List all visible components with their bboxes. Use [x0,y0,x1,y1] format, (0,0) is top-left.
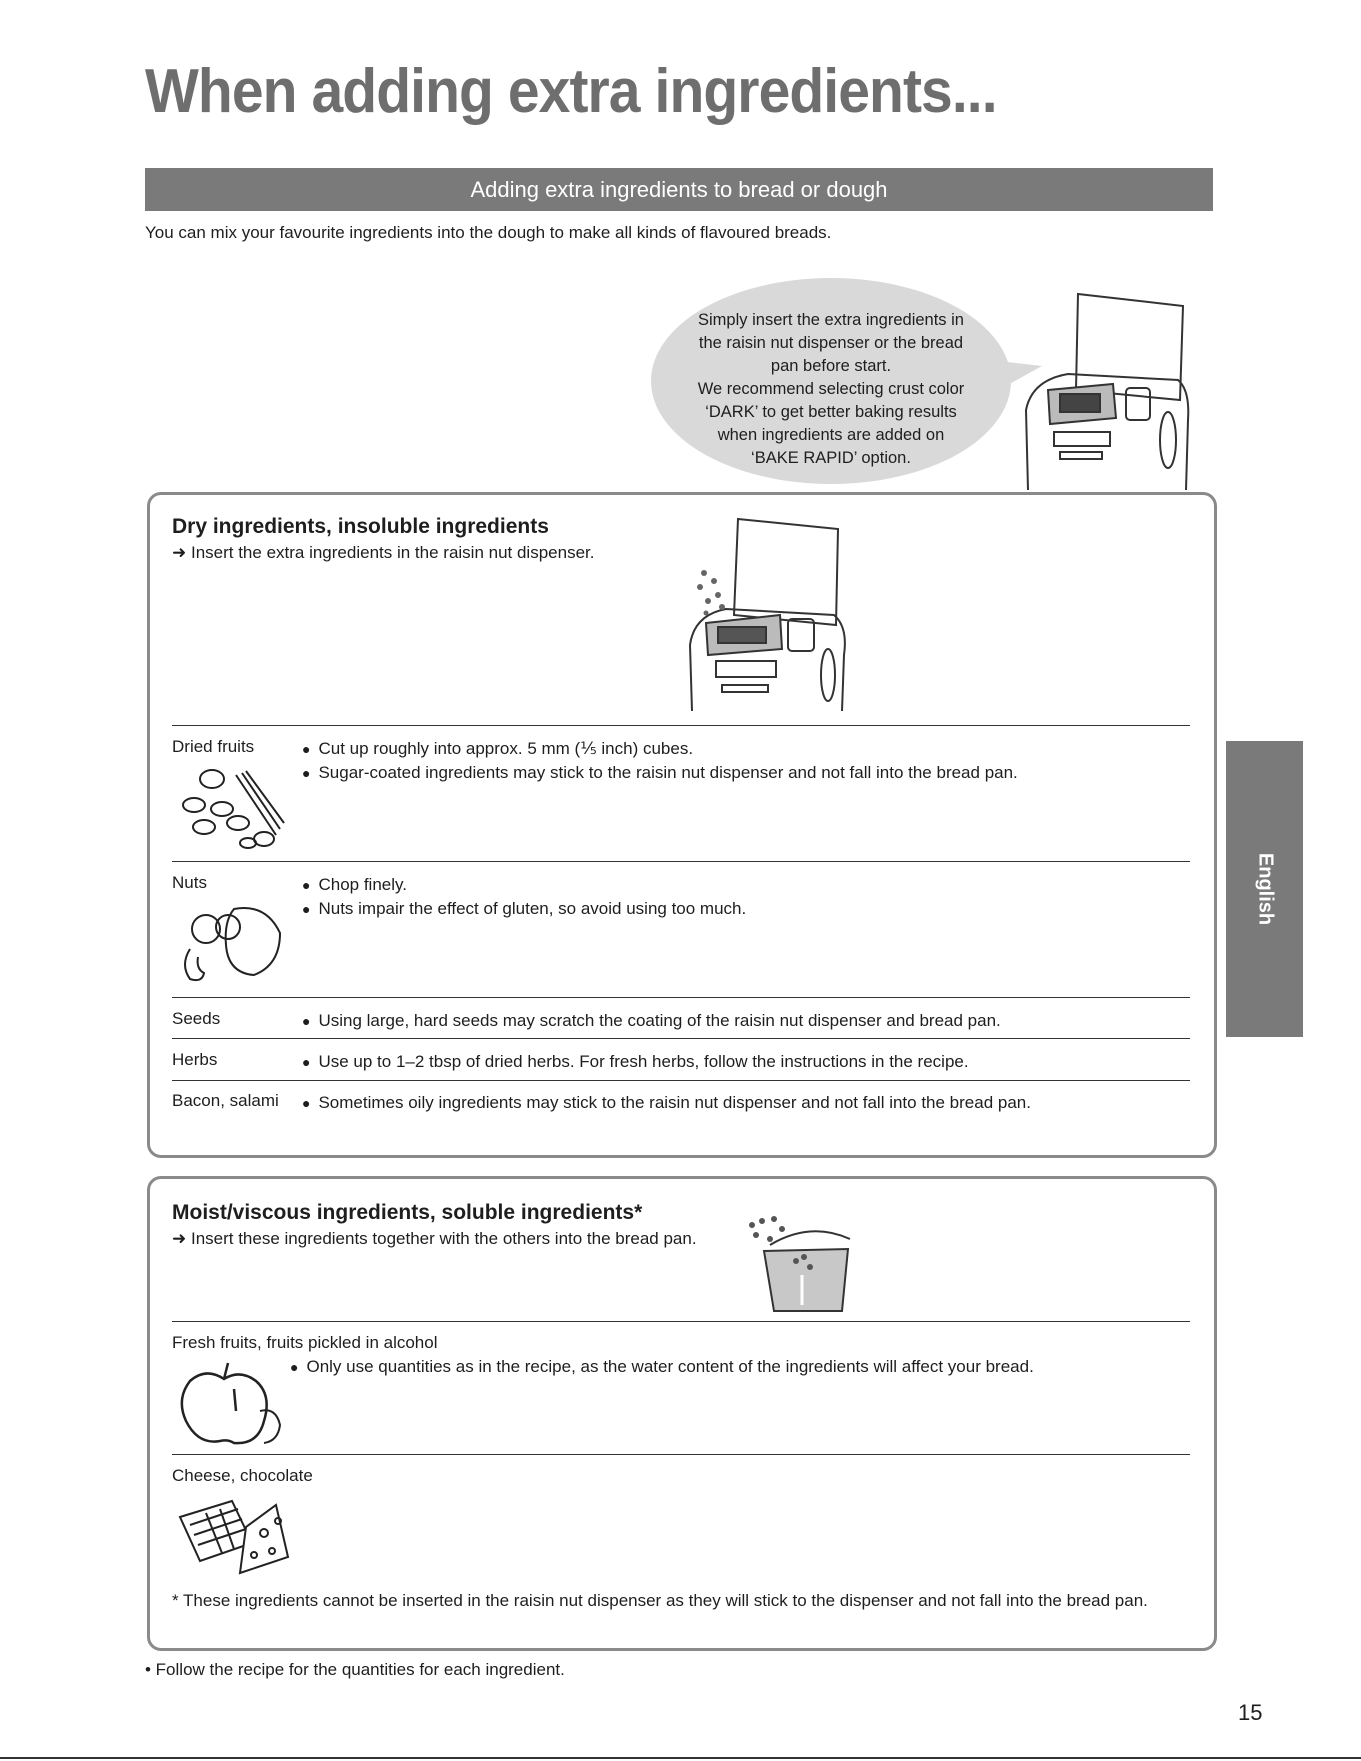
dried-fruits-icon [176,765,286,851]
row-label-herbs: Herbs [172,1050,218,1069]
page-title: When adding extra ingredients... [145,57,997,126]
moist-footnote: * These ingredients cannot be inserted in the raisin nut dispenser as they will stick to the dispenser and not fall into the bread pan. [172,1591,1148,1610]
bubble-line: ‘DARK’ to get better baking results [705,403,957,421]
row-divider [172,1454,1190,1455]
bread-pan-illustration [740,1215,860,1315]
moist-instruction: ➜ Insert these ingredients together with the others into the bread pan. [172,1229,697,1248]
row-label-seeds: Seeds [172,1009,221,1028]
row-divider [172,1038,1190,1039]
speech-bubble-text [665,309,997,470]
row-label-nuts: Nuts [172,873,207,892]
cheese-chocolate-icon [176,1497,296,1577]
language-tab-label: English [1254,852,1276,926]
bread-maker-dispenser-illustration [678,515,858,715]
bullet-item: ● Chop finely. [302,875,407,894]
row-divider [172,725,1190,726]
bubble-line: the raisin nut dispenser or the bread [698,334,964,352]
bubble-line: pan before start. [770,357,892,375]
bread-maker-illustration [1018,290,1198,490]
follow-recipe-note: • Follow the recipe for the quantities for each ingredient. [145,1660,565,1679]
bullet-item: ● Only use quantities as in the recipe, as the water content of the ingredients will affect your bread. [290,1357,1034,1376]
bullet-item: ● Sugar-coated ingredients may stick to the raisin nut dispenser and not fall into the bread pan. [302,763,1018,782]
bullet-item: ● Cut up roughly into approx. 5 mm (⅕ inch) cubes. [302,739,694,758]
section-band-label: Adding extra ingredients to bread or dough [470,176,888,202]
row-label-cheese-chocolate: Cheese, chocolate [172,1466,313,1485]
row-label-bacon-salami: Bacon, salami [172,1091,279,1110]
dry-ingredients-box [147,492,1217,1158]
nuts-icon [176,899,286,989]
bullet-item: ● Nuts impair the effect of gluten, so avoid using too much. [302,899,747,918]
bottom-rule [0,1757,1361,1759]
apple-icon [176,1359,286,1449]
bubble-line: ‘BAKE RAPID’ option. [751,449,911,467]
bubble-line: We recommend selecting crust color [697,380,965,398]
bullet-item: ● Using large, hard seeds may scratch the coating of the raisin nut dispenser and bread pan. [302,1011,1001,1030]
row-label-dried-fruits: Dried fruits [172,737,255,756]
dry-heading: Dry ingredients, insoluble ingredients [172,515,549,538]
bubble-line: when ingredients are added on [717,426,945,444]
bullet-item: ● Sometimes oily ingredients may stick to the raisin nut dispenser and not fall into the bread pan. [302,1093,1031,1112]
row-divider [172,1080,1190,1081]
row-divider [172,997,1190,998]
moist-heading: Moist/viscous ingredients, soluble ingredients* [172,1201,643,1224]
bubble-line: Simply insert the extra ingredients in [698,311,964,329]
moist-ingredients-box [147,1176,1217,1651]
row-divider [172,1321,1190,1322]
intro-text: You can mix your favourite ingredients into the dough to make all kinds of flavoured breads. [145,223,832,242]
page-number: 15 [1238,1700,1263,1725]
row-label-fresh-fruits: Fresh fruits, fruits pickled in alcohol [172,1333,438,1352]
language-tab [1226,741,1303,1037]
dry-instruction: ➜ Insert the extra ingredients in the raisin nut dispenser. [172,543,595,562]
bullet-item: ● Use up to 1–2 tbsp of dried herbs. For fresh herbs, follow the instructions in the recipe. [302,1052,969,1071]
row-divider [172,861,1190,862]
